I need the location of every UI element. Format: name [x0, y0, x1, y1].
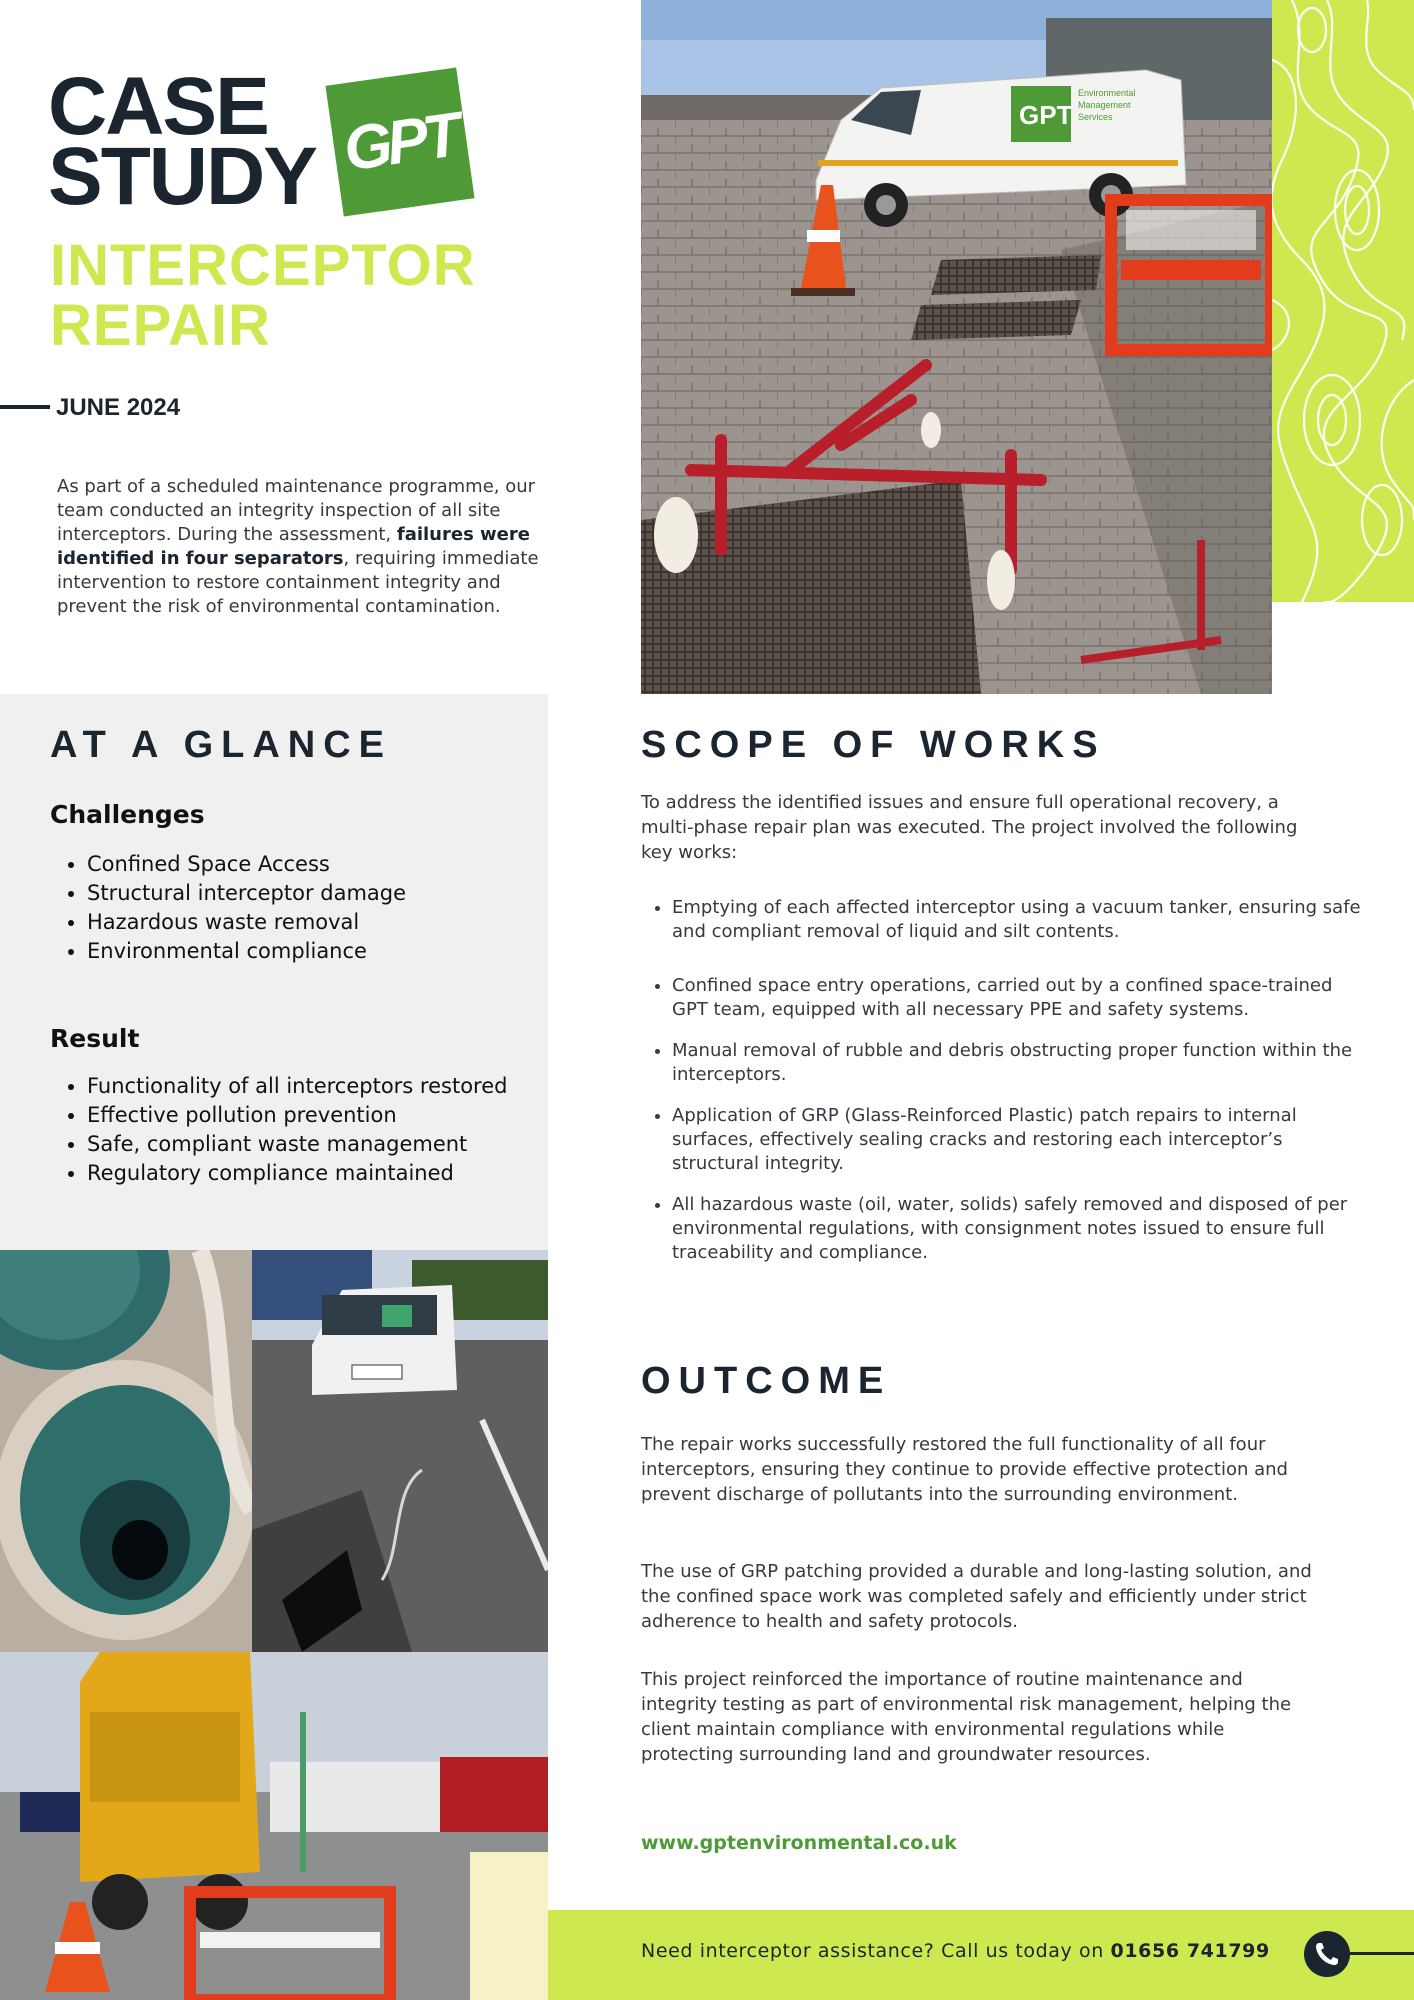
list-item: • Environmental compliance: [87, 937, 547, 966]
challenges-heading: Challenges: [50, 800, 205, 829]
scope-intro: To address the identified issues and ensure full operational recovery, a multi-phase repair plan was executed. The project involved the following key works:: [641, 792, 1298, 863]
list-item: • Safe, compliant waste management: [87, 1130, 557, 1159]
scope-of-works-heading: SCOPE OF WORKS: [641, 724, 1106, 766]
outcome-paragraph-2: The use of GRP patching provided a durable and long-lasting solution, and the confined space work was completed safely and efficiently under strict adherence to health and safety protocols.: [641, 1561, 1312, 1632]
list-item: • Hazardous waste removal: [87, 908, 547, 937]
list-item: • Application of GRP (Glass-Reinforced Plastic) patch repairs to internal surfaces, effectively sealing cracks and restoring each interceptor’s structural integrity.: [672, 1104, 1362, 1176]
list-item: • Structural interceptor damage: [87, 879, 547, 908]
topographic-lines: [1272, 0, 1414, 602]
tanker-illustration: [0, 1652, 548, 2000]
cta-text: [641, 1940, 1270, 1962]
logo-text: GPT: [339, 100, 461, 184]
date-rule: [0, 405, 50, 409]
list-item: • Regulatory compliance maintained: [87, 1159, 557, 1188]
outcome-paragraph-1: The repair works successfully restored the full functionality of all four interceptors, ensuring they continue to provide effective protection and prevent discharge of pollutants into the surrounding environment.: [641, 1434, 1288, 1505]
photo-vacuum-tanker: [0, 1652, 548, 2000]
intro-text-end: , requiring immediate intervention to restore containment integrity and prevent the risk of environmental contamination.: [57, 548, 539, 617]
list-item: • Emptying of each affected interceptor using a vacuum tanker, ensuring safe and compliant removal of liquid and silt contents.: [672, 896, 1362, 944]
photo-interceptor-chamber: [0, 1250, 252, 1652]
hero-photo-van-and-interceptor: [641, 0, 1272, 694]
case-study-title: [48, 61, 316, 222]
at-a-glance-panel: [0, 694, 548, 1250]
results-list: [50, 1072, 557, 1188]
phone-number[interactable]: 01656 741799: [1110, 1940, 1270, 1962]
list-item: • Effective pollution prevention: [87, 1101, 557, 1130]
intro-text-start: As part of a scheduled maintenance programme, our team conducted an integrity inspection of all site interceptors. During the assessment,: [57, 476, 536, 545]
intro-bold-text: failures were identified in four separators: [57, 524, 530, 569]
title-line-1: CASE: [48, 61, 268, 152]
title-line-2: STUDY: [48, 131, 316, 222]
topographic-pattern-decoration: [1272, 0, 1414, 602]
subtitle: [50, 233, 476, 358]
gpt-logo: [325, 67, 474, 216]
phone-icon[interactable]: [1304, 1931, 1350, 1977]
result-heading: Result: [50, 1024, 140, 1053]
chamber-illustration: [0, 1250, 252, 1652]
cta-message: Need interceptor assistance? Call us today on: [641, 1940, 1111, 1962]
list-item: • Confined Space Access: [87, 850, 547, 879]
website-link[interactable]: www.gptenvironmental.co.uk: [641, 1832, 957, 1854]
van-label-line-3: Services: [1078, 112, 1113, 122]
van-label-line-1: Environmental: [1078, 88, 1136, 98]
footer-rule: [1350, 1952, 1414, 1955]
at-a-glance-heading: AT A GLANCE: [50, 724, 393, 766]
outcome-heading: OUTCOME: [641, 1360, 892, 1402]
manhole-illustration: [252, 1250, 548, 1652]
photo-van-and-open-manhole: [252, 1250, 548, 1652]
scope-list: [641, 896, 1362, 1282]
van-logo-text: GPT: [1019, 100, 1073, 130]
subtitle-line-2: REPAIR: [50, 293, 271, 358]
hero-photo-illustration: [641, 0, 1272, 694]
van-label-line-2: Management: [1078, 100, 1131, 110]
challenges-list: [50, 850, 547, 966]
publication-date: JUNE 2024: [56, 394, 181, 421]
list-item: • All hazardous waste (oil, water, solids) safely removed and disposed of per environmental regulations, with consignment notes issued to ensure full traceability and compliance.: [672, 1193, 1362, 1265]
phone-icon-glyph: [1304, 1931, 1350, 1977]
list-item: • Functionality of all interceptors restored: [87, 1072, 557, 1101]
list-item: • Manual removal of rubble and debris obstructing proper function within the interceptors.: [672, 1039, 1362, 1087]
intro-paragraph: [57, 475, 557, 619]
list-item: • Confined space entry operations, carried out by a confined space-trained GPT team, equipped with all necessary PPE and safety systems.: [672, 974, 1362, 1022]
outcome-paragraph-3: This project reinforced the importance of routine maintenance and integrity testing as part of environmental risk management, helping the client maintain compliance with environmental regulations while protecting surrounding land and groundwater resources.: [641, 1669, 1292, 1765]
subtitle-line-1: INTERCEPTOR: [50, 233, 476, 298]
